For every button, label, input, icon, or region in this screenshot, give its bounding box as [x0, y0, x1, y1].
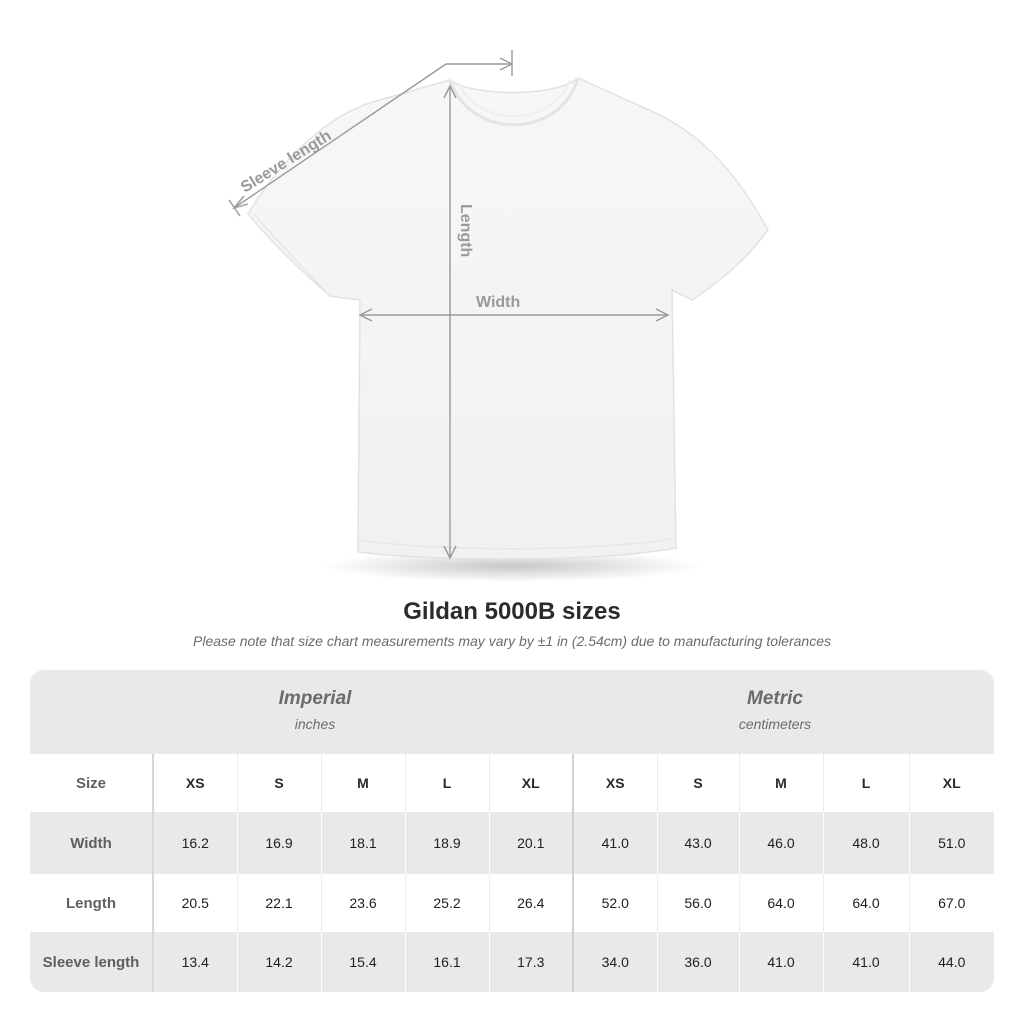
table-cell: 20.1 — [489, 812, 573, 874]
imperial-sub: inches — [294, 716, 336, 732]
table-row-length — [30, 874, 994, 932]
table-cell: 41.0 — [739, 932, 823, 992]
tshirt-shape — [248, 78, 768, 559]
table-cell: 52.0 — [573, 874, 657, 932]
size-table — [30, 754, 994, 992]
length-label: Length — [457, 204, 474, 258]
table-cell: 18.1 — [321, 812, 405, 874]
row-label: Length — [30, 874, 153, 932]
width-label: Width — [476, 294, 521, 311]
table-cell: 13.4 — [153, 932, 237, 992]
table-cell: 20.5 — [153, 874, 237, 932]
size-header-cell: XS — [573, 754, 657, 812]
size-header-cell: M — [739, 754, 823, 812]
table-cell: 15.4 — [321, 932, 405, 992]
size-header-cell: S — [657, 754, 739, 812]
row-label: Width — [30, 812, 153, 874]
table-row-sleeve-length — [30, 932, 994, 992]
table-cell: 23.6 — [321, 874, 405, 932]
table-cell: 56.0 — [657, 874, 739, 932]
table-cell: 41.0 — [823, 932, 909, 992]
table-cell: 46.0 — [739, 812, 823, 874]
table-cell: 36.0 — [657, 932, 739, 992]
table-cell: 43.0 — [657, 812, 739, 874]
size-header-cell: L — [405, 754, 489, 812]
metric-name: Metric — [747, 688, 803, 709]
table-cell: 41.0 — [573, 812, 657, 874]
table-cell: 16.2 — [153, 812, 237, 874]
table-cell: 17.3 — [489, 932, 573, 992]
size-header-row — [30, 754, 994, 812]
table-cell: 67.0 — [909, 874, 994, 932]
table-cell: 25.2 — [405, 874, 489, 932]
size-header-cell: S — [237, 754, 321, 812]
size-header-label: Size — [30, 754, 153, 812]
table-cell: 64.0 — [823, 874, 909, 932]
size-chart-card — [30, 670, 994, 992]
table-cell: 44.0 — [909, 932, 994, 992]
metric-unit — [570, 670, 980, 754]
table-cell: 26.4 — [489, 874, 573, 932]
row-label: Sleeve length — [30, 932, 153, 992]
table-cell: 51.0 — [909, 812, 994, 874]
table-cell: 34.0 — [573, 932, 657, 992]
table-cell: 14.2 — [237, 932, 321, 992]
sleeve-length-label: Sleeve length — [238, 127, 335, 197]
metric-sub: centimeters — [738, 716, 812, 732]
size-header-cell: XL — [909, 754, 994, 812]
table-cell: 22.1 — [237, 874, 321, 932]
imperial-unit — [30, 670, 600, 754]
size-header-cell: L — [823, 754, 909, 812]
page-title: Gildan 5000B sizes — [403, 598, 621, 625]
unit-header — [30, 670, 994, 754]
table-cell: 16.9 — [237, 812, 321, 874]
imperial-name: Imperial — [278, 688, 352, 709]
table-row-width — [30, 812, 994, 874]
table-cell: 48.0 — [823, 812, 909, 874]
tolerance-note: Please note that size chart measurements may vary by ±1 in (2.54cm) due to manufacturing tolerances — [193, 633, 831, 649]
size-header-cell: M — [321, 754, 405, 812]
table-cell: 64.0 — [739, 874, 823, 932]
table-cell: 16.1 — [405, 932, 489, 992]
size-header-cell: XS — [153, 754, 237, 812]
table-cell: 18.9 — [405, 812, 489, 874]
size-header-cell: XL — [489, 754, 573, 812]
